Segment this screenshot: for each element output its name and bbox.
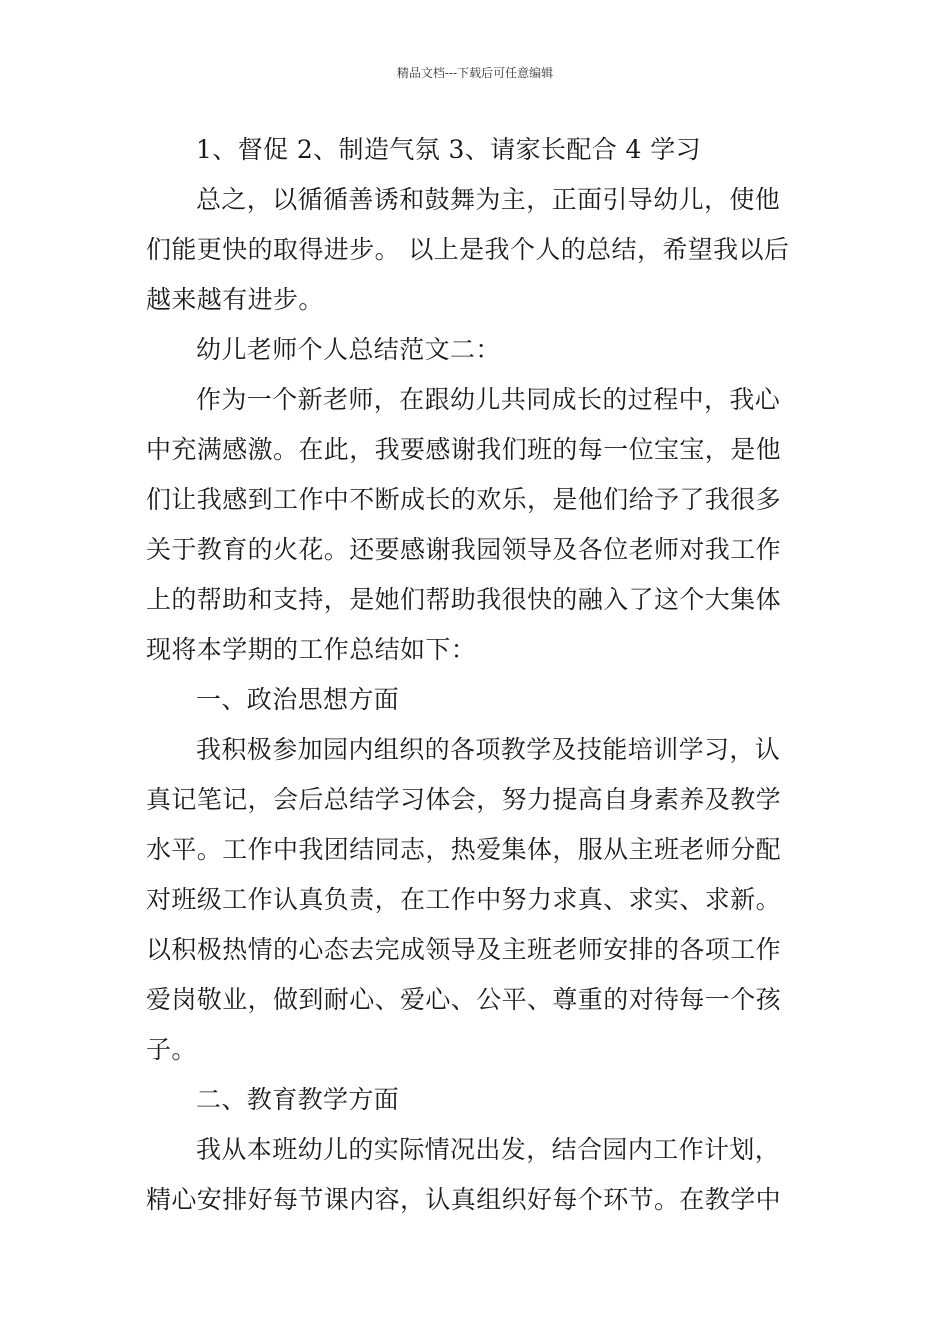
text-line: 二、教育教学方面	[196, 1085, 400, 1114]
text-line: 子。	[146, 1035, 197, 1064]
text-line: 真记笔记，会后总结学习体会，努力提高自身素养及教学	[146, 785, 782, 814]
text-line: 幼儿老师个人总结范文二：	[196, 335, 501, 364]
text-line: 我从本班幼儿的实际情况出发，结合园内工作计划，	[196, 1135, 781, 1164]
text-line: 水平。工作中我团结同志，热爱集体，服从主班老师分配	[146, 835, 782, 864]
text-line: 上的帮助和支持，是她们帮助我很快的融入了这个大集体	[146, 585, 782, 614]
text-line: 一、政治思想方面	[196, 685, 400, 714]
text-line: 作为一个新老师，在跟幼儿共同成长的过程中，我心	[196, 385, 781, 414]
text-line: 越来越有进步。	[146, 285, 324, 314]
text-line: 我积极参加园内组织的各项教学及技能培训学习，认	[196, 735, 781, 764]
text-line: 以积极热情的心态去完成领导及主班老师安排的各项工作	[146, 935, 782, 964]
text-line: 关于教育的火花。还要感谢我园领导及各位老师对我工作	[146, 535, 782, 564]
document-body	[146, 125, 810, 1225]
text-line: 对班级工作认真负责，在工作中努力求真、求实、求新。	[146, 885, 782, 914]
text-line: 现将本学期的工作总结如下：	[146, 635, 477, 664]
text-line: 们能更快的取得进步。 以上是我个人的总结，希望我以后	[146, 235, 790, 264]
text-line: 1、督促 2、制造气氛 3、请家长配合 4 学习	[196, 135, 702, 164]
text-line: 中充满感激。在此，我要感谢我们班的每一位宝宝，是他	[146, 435, 782, 464]
text-line: 总之，以循循善诱和鼓舞为主，正面引导幼儿，使他	[196, 185, 781, 214]
text-line: 们让我感到工作中不断成长的欢乐，是他们给予了我很多	[146, 485, 782, 514]
text-line: 爱岗敬业，做到耐心、爱心、公平、尊重的对待每一个孩	[146, 985, 782, 1014]
page-header: 精品文档---下载后可任意编辑	[396, 66, 554, 80]
text-line: 精心安排好每节课内容，认真组织好每个环节。在教学中	[146, 1185, 782, 1214]
